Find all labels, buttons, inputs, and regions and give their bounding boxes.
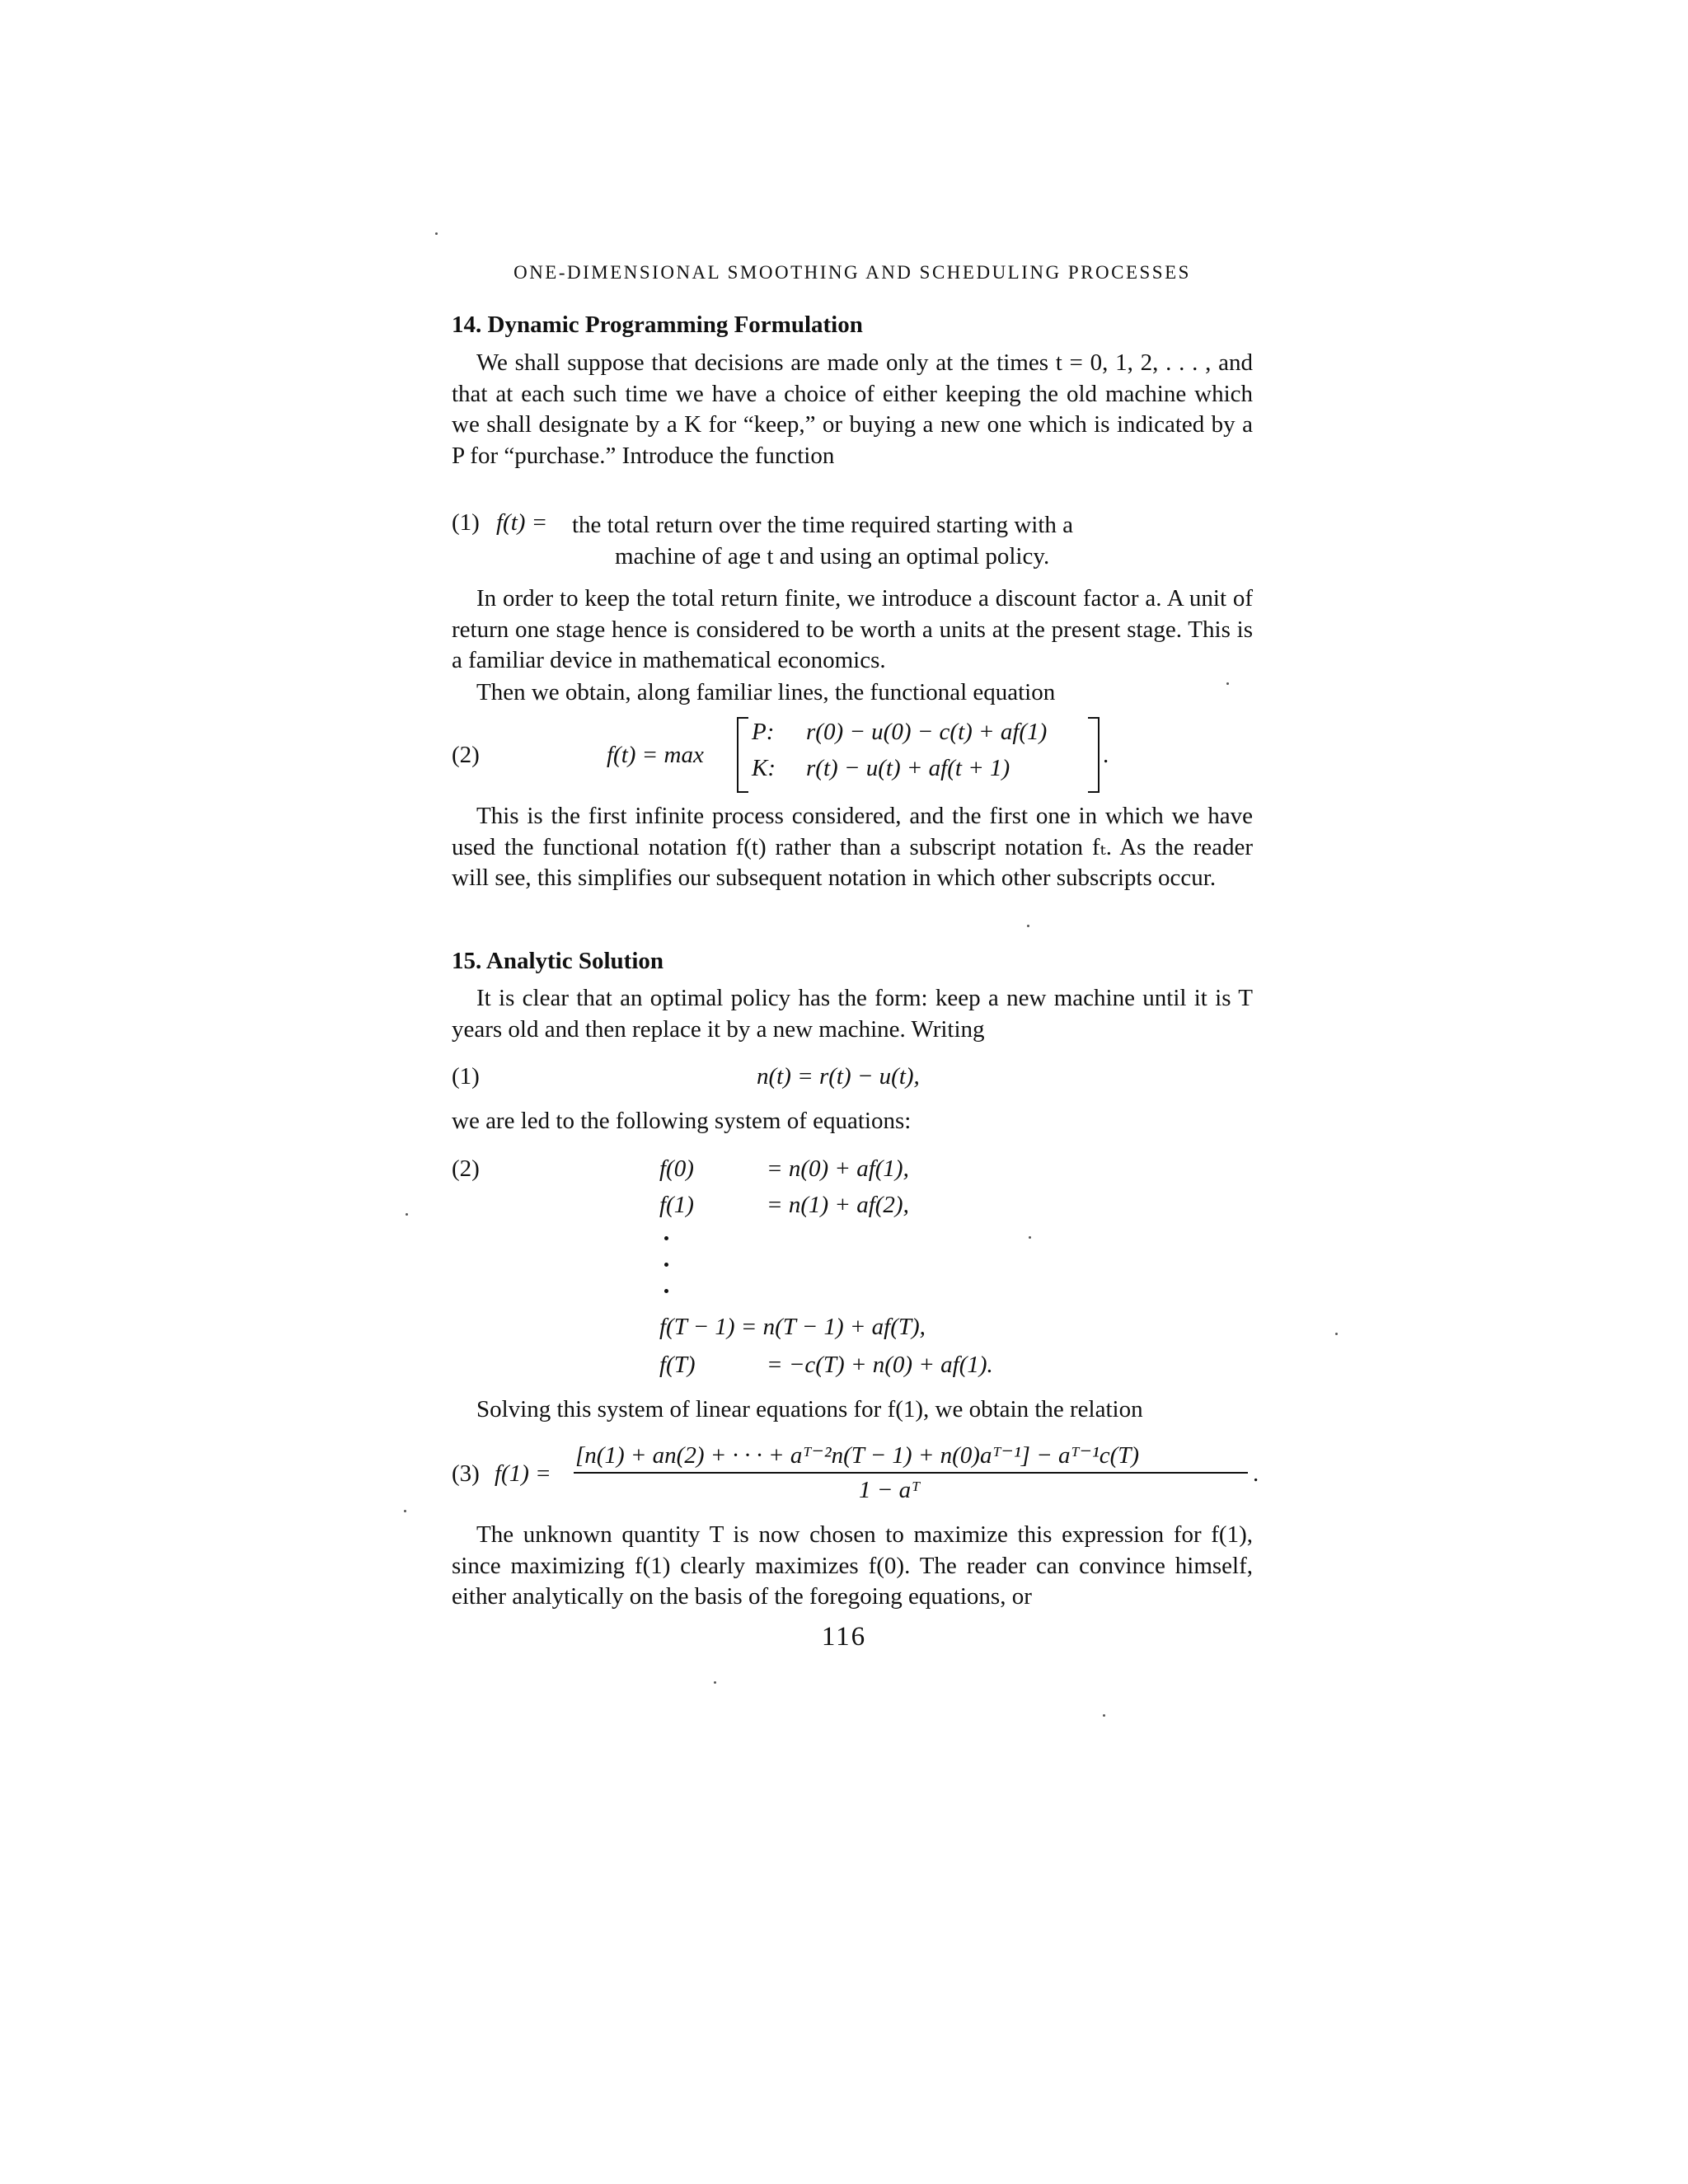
equation-14-1-number: (1) (452, 509, 480, 536)
scan-speck (1103, 1714, 1105, 1717)
equation-14-2-row-2-label: K: (752, 755, 776, 781)
equation-14-1-definition (572, 509, 1073, 572)
section-14-paragraph-3: Then we obtain, along familiar lines, the functional equation (476, 679, 1056, 705)
equation-15-3-numerator: [n(1) + an(2) + · · · + aᵀ⁻²n(T − 1) + n(0)aᵀ⁻¹] − aᵀ⁻¹c(T) (575, 1442, 1140, 1469)
system-row-1-rhs: = n(0) + af(1), (767, 1155, 909, 1182)
ellipsis-dot (664, 1289, 668, 1293)
scan-speck (1029, 1236, 1031, 1239)
system-row-3: f(T − 1) = n(T − 1) + af(T), (659, 1314, 926, 1340)
section-14-paragraph-4: This is the first infinite process considered, and the first one in which we have used the functional notation f(t) rather than a subscript notation fₜ. As the reader will see, this simplifies our subsequent notation in which other subscripts occur. (452, 803, 1253, 891)
equation-14-2-row-1-label: P: (752, 719, 775, 745)
scan-speck (406, 1213, 408, 1216)
equation-15-3-number: (3) (452, 1460, 480, 1487)
scan-speck (1335, 1333, 1338, 1335)
equation-15-3-denominator: 1 − aᵀ (859, 1477, 921, 1503)
equation-15-1: n(t) = r(t) − u(t), (757, 1063, 920, 1090)
section-15-paragraph-2: we are led to the following system of equations: (452, 1108, 912, 1134)
equation-14-2-period: . (1103, 742, 1109, 768)
equation-14-2-lhs: f(t) = max (607, 742, 704, 768)
system-row-1-lhs: f(0) (659, 1155, 694, 1182)
ellipsis-dot (664, 1263, 668, 1267)
scan-speck (714, 1681, 716, 1684)
section-15-paragraph-3: Solving this system of linear equations for f(1), we obtain the relation (476, 1396, 1143, 1422)
equation-15-2-number: (2) (452, 1155, 480, 1182)
scan-speck (1226, 682, 1229, 685)
left-bracket (737, 717, 748, 793)
fraction-bar (574, 1472, 1248, 1474)
scan-speck (404, 1510, 406, 1512)
scan-speck (1027, 925, 1029, 927)
section-14-paragraph-1: We shall suppose that decisions are made only at the times t = 0, 1, 2, . . . , and that at each such time we have a choice of either keeping the old machine which we shall designate by a K for “keep,” or buying a new one which is indicated by a P for “purchase.” Introduce the function (452, 349, 1253, 469)
equation-14-2-row-2: r(t) − u(t) + af(t + 1) (806, 755, 1010, 781)
page-number: 116 (821, 1622, 867, 1652)
equation-15-3-period: . (1253, 1460, 1259, 1487)
definition-line-1: the total return over the time required starting with a (572, 512, 1073, 538)
definition-line-2: machine of age t and using an optimal policy. (615, 543, 1050, 569)
section-15-title: 15. Analytic Solution (452, 948, 664, 974)
section-14-title: 14. Dynamic Programming Formulation (452, 312, 863, 338)
equation-14-2-row-1: r(0) − u(0) − c(t) + af(1) (806, 719, 1048, 745)
equation-14-1-lhs: f(t) = (496, 509, 548, 536)
section-15-paragraph-1: It is clear that an optimal policy has the form: keep a new machine until it is T years old and then replace it by a new machine. Writing (452, 985, 1253, 1043)
scan-speck (435, 232, 438, 235)
running-head: ONE-DIMENSIONAL SMOOTHING AND SCHEDULING PROCESSES (513, 262, 1191, 283)
section-14-paragraph-2: In order to keep the total return finite, we introduce a discount factor a. A unit of return one stage hence is considered to be worth a units at the present stage. This is a familiar device in mathematical economics. (452, 585, 1253, 673)
section-15-paragraph-4: The unknown quantity T is now chosen to maximize this expression for f(1), since maximizing f(1) clearly maximizes f(0). The reader can convince himself, either analytically on the basis of the foregoing equations, or (452, 1521, 1253, 1610)
system-row-2-rhs: = n(1) + af(2), (767, 1192, 909, 1218)
system-row-4-rhs: = −c(T) + n(0) + af(1). (767, 1352, 993, 1378)
system-row-4-lhs: f(T) (659, 1352, 696, 1378)
equation-14-2-number: (2) (452, 742, 480, 768)
equation-15-1-number: (1) (452, 1063, 480, 1090)
system-row-2-lhs: f(1) (659, 1192, 694, 1218)
equation-15-3-lhs: f(1) = (495, 1460, 551, 1487)
right-bracket (1088, 717, 1100, 793)
ellipsis-dot (664, 1236, 668, 1240)
